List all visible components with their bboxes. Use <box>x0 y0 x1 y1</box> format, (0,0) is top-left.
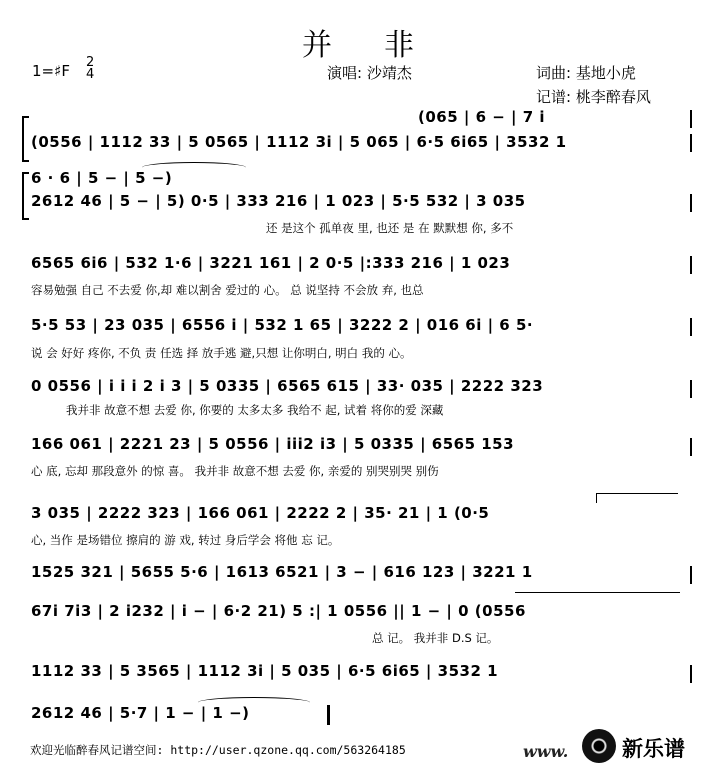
barline <box>690 256 692 274</box>
singer-credit: 演唱: 沙靖杰 <box>327 64 412 82</box>
volta-bracket-2 <box>515 592 680 593</box>
key-signature: 1=♯F <box>32 62 70 80</box>
site-logo-text: 新乐谱 <box>622 737 685 761</box>
lyric-row-8: 心, 当作 是场错位 擦肩的 游 戏, 转过 身后学会 将他 忘 记。 <box>31 533 340 547</box>
barline <box>690 194 692 212</box>
score-row-10: 67i 7i3 | 2 i232 | i − | 6·2 21) 5 :| 1 0556 || 1 − | 0 (0556 <box>31 602 526 620</box>
barline <box>690 110 692 128</box>
composer-credit: 词曲: 基地小虎 <box>536 64 636 82</box>
slur <box>142 162 246 173</box>
lyric-row-6: 我并非 故意不想 去爱 你, 你要的 太多太多 我给不 起, 试着 将你的爱 深藏 <box>66 403 444 417</box>
score-row-4: 6565 6i6 | 532 1·6 | 3221 161 | 2 0·5 |:333 216 | 1 023 <box>31 254 511 272</box>
score-row-0: (065 | 6 − | 7 i <box>418 108 546 126</box>
page-title: 并非 <box>302 28 466 63</box>
barline <box>690 318 692 336</box>
transcriber-credit: 记谱: 桃李醉春风 <box>536 88 651 106</box>
score-row-7: 166 061 | 2221 23 | 5 0556 | iii2 i3 | 5 0335 | 6565 153 <box>31 435 515 453</box>
score-row-6: 0 0556 | i i i 2 i 3 | 5 0335 | 6565 615 | 33· 035 | 2222 323 <box>31 377 544 395</box>
lyric-row-3: 还 是这个 孤单夜 里, 也还 是 在 默默想 你, 多不 <box>266 221 514 235</box>
score-row-1: (0556 | 1112 33 | 5 0565 | 1112 3i | 5 065 | 6·5 6i65 | 3532 1 <box>31 133 567 151</box>
barline <box>690 438 692 456</box>
time-signature-top: 2 <box>86 55 95 70</box>
lyric-row-4: 容易勉强 自己 不去爱 你,却 难以割舍 爱过的 心。 总 说坚持 不会放 弃, 也总 <box>31 283 424 297</box>
score-row-9: 1525 321 | 5655 5·6 | 1613 6521 | 3 − | 616 123 | 3221 1 <box>31 563 533 581</box>
barline <box>690 566 692 584</box>
footer-text: 欢迎光临醉春风记谱空间: http://user.qzone.qq.com/563264185 <box>30 743 406 757</box>
barline <box>690 665 692 683</box>
vinyl-disc-icon <box>582 729 616 763</box>
score-row-11: 1112 33 | 5 3565 | 1112 3i | 5 035 | 6·5 6i65 | 3532 1 <box>31 662 499 680</box>
lyric-row-7: 心 底, 忘却 那段意外 的惊 喜。 我并非 故意不想 去爱 你, 亲爱的 别哭别哭 别伤 <box>31 464 439 478</box>
lyric-row-10: 总 记。 我并非 D.S 记。 <box>372 631 499 645</box>
score-row-12: 2612 46 | 5·7 | 1 − | 1 −) <box>31 704 250 722</box>
final-barline <box>327 705 330 725</box>
barline <box>690 134 692 152</box>
score-row-5: 5·5 53 | 23 035 | 6556 i | 532 1 65 | 3222 2 | 016 6i | 6 5· <box>31 316 534 334</box>
score-row-3: 2612 46 | 5 − | 5) 0·5 | 333 216 | 1 023 | 5·5 532 | 3 035 <box>31 192 526 210</box>
score-row-2: 6 · 6 | 5 − | 5 −) <box>31 169 173 187</box>
slur <box>198 697 310 708</box>
volta-bracket-1-hook <box>596 493 597 503</box>
site-prefix: www. <box>523 742 569 761</box>
barline <box>690 380 692 398</box>
score-row-8: 3 035 | 2222 323 | 166 061 | 2222 2 | 35· 21 | 1 (0·5 <box>31 504 490 522</box>
system-bracket <box>22 172 29 220</box>
lyric-row-5: 说 会 好好 疼你, 不负 责 任选 择 放手逃 避,只想 让你明白, 明白 我的 心。 <box>31 346 412 360</box>
volta-bracket-1 <box>596 493 678 494</box>
time-signature-bottom: 4 <box>86 67 95 82</box>
system-bracket <box>22 116 29 162</box>
time-signature <box>86 57 94 81</box>
